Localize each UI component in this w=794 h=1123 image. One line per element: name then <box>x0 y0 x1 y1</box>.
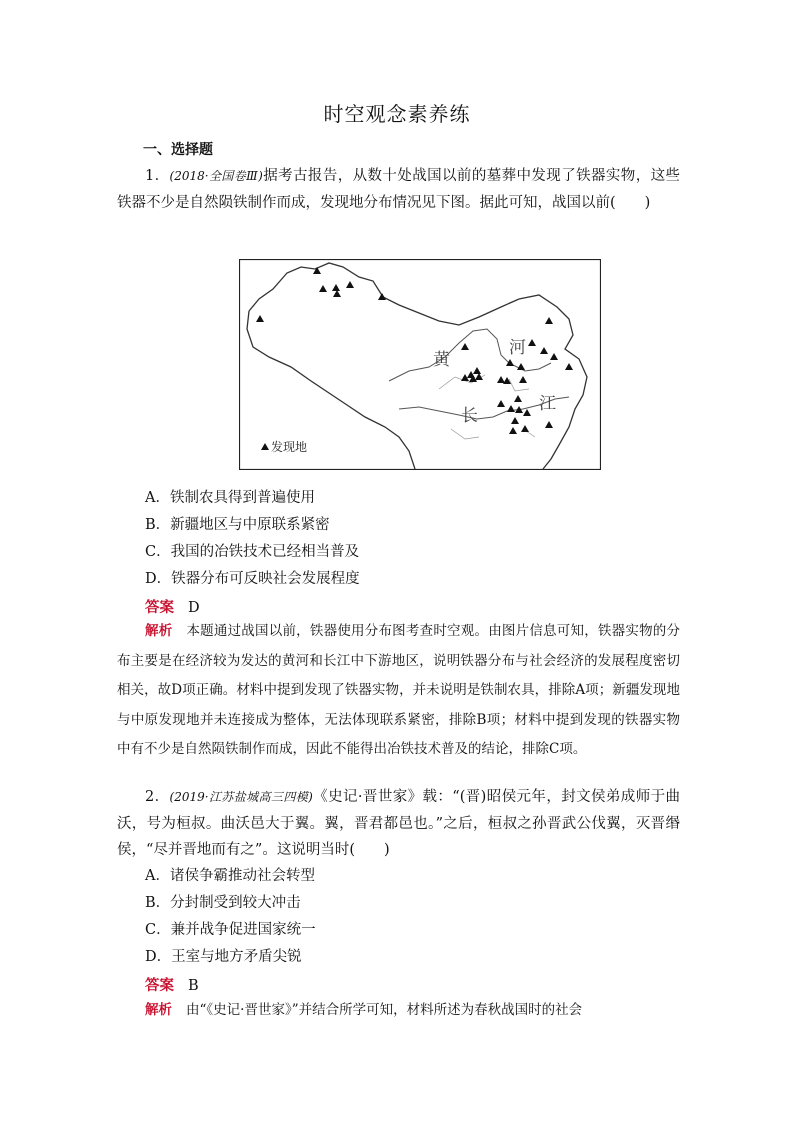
question-1-stem <box>117 163 680 216</box>
q1-option-b: B．新疆地区与中原联系紧密 <box>145 517 330 533</box>
question-text: 据考古报告，从数十处战国以前的墓葬中发现了铁器实物，这些铁器不少是自然陨铁制作而成，发现地分布情况见下图。据此可知，战国以前( ) <box>117 168 681 211</box>
question-text: 《史记·晋世家》载：“(晋)昭侯元年，封文侯弟成师于曲沃，号为桓叔。曲沃邑大于翼。翼，晋君都邑也。”之后，桓叔之孙晋武公伐翼，灭晋缗侯，“尽并晋地而有之”。这说明当时( ) <box>117 789 680 858</box>
map-label-jiang: 江 <box>539 394 556 414</box>
answer-label: 答案 <box>145 599 174 616</box>
q2-answer <box>145 974 199 995</box>
map-label-he: 河 <box>509 338 526 358</box>
page-title: 时空观念素养练 <box>323 102 471 126</box>
map-label-chang: 长 <box>461 406 478 426</box>
answer-value: D <box>188 600 200 616</box>
answer-value: B <box>188 978 199 994</box>
q1-option-d: D．铁器分布可反映社会发展程度 <box>145 571 360 587</box>
answer-label: 答案 <box>145 977 174 994</box>
iron-artifact-map <box>239 259 601 470</box>
q2-explanation <box>117 996 680 1026</box>
q1-option-c: C．我国的冶铁技术已经相当普及 <box>145 544 360 560</box>
q1-explanation <box>117 617 680 765</box>
q1-option-a: A．铁制农具得到普遍使用 <box>145 490 315 506</box>
map-label-huang: 黄 <box>433 350 450 370</box>
q2-option-d: D．王室与地方矛盾尖锐 <box>145 949 302 965</box>
q1-answer <box>145 596 200 617</box>
q2-option-c: C．兼并战争促进国家统一 <box>145 922 316 938</box>
explanation-label: 解析 <box>145 623 173 639</box>
explanation-text: 由“《史记·晋世家》”并结合所学可知，材料所述为春秋战国时的社会 <box>186 1002 583 1018</box>
question-source: (2018·全国卷Ⅲ) <box>169 169 263 183</box>
question-number: 2． <box>145 789 170 805</box>
question-source: (2019·江苏盐城高三四模) <box>169 790 313 804</box>
explanation-text: 本题通过战国以前，铁器使用分布图考查时空观。由图片信息可知，铁器实物的分布主要是在经济较为发达的黄河和长江中下游地区，说明铁器分布与社会经济的发展程度密切相关，故D项正确。材料中提到发现了铁器实物，并未说明是铁制农具，排除A项；新疆发现地与中原发现地并未连接成为整体，无法体现联系紧密，排除B项；材料中提到发现的铁器实物中有不少是自然陨铁制作而成，因此不能得出冶铁技术普及的结论，排除C项。 <box>117 623 681 757</box>
q2-option-b: B．分封制受到较大冲击 <box>145 895 301 911</box>
section-heading: 一、选择题 <box>143 142 213 158</box>
q2-option-a: A．诸侯争霸推动社会转型 <box>145 868 315 884</box>
explanation-label: 解析 <box>145 1002 172 1018</box>
question-number: 1． <box>145 168 170 184</box>
question-2-stem <box>117 784 680 864</box>
legend-label: 发现地 <box>271 440 308 454</box>
